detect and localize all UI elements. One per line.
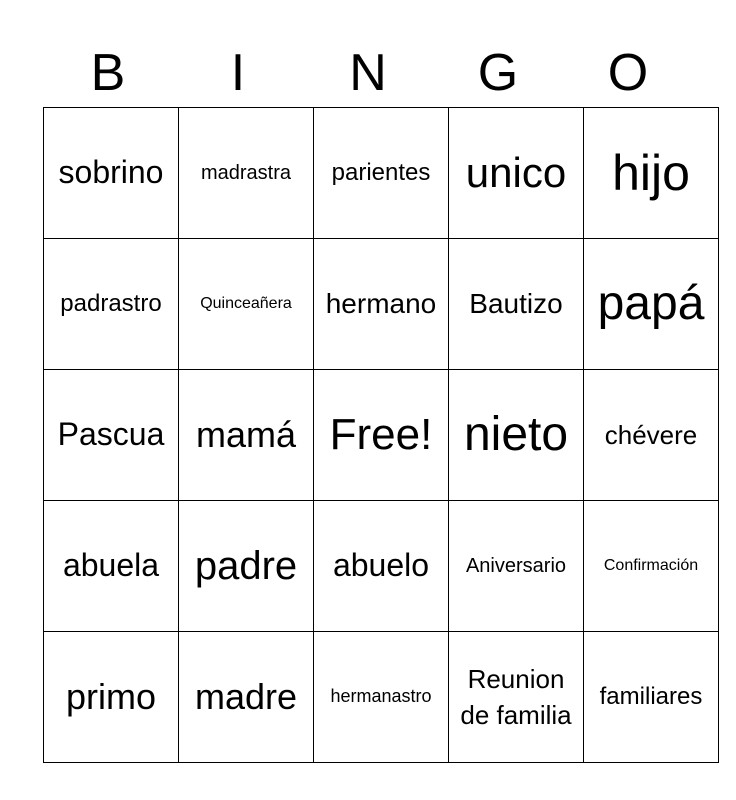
bingo-cell[interactable]: nieto — [449, 370, 584, 501]
bingo-cell[interactable]: madre — [179, 632, 314, 763]
bingo-cell[interactable]: padre — [179, 501, 314, 632]
bingo-cell[interactable]: Confirmación — [584, 501, 719, 632]
bingo-cell[interactable]: hijo — [584, 108, 719, 239]
header-letter-g: G — [477, 44, 519, 102]
board-row — [44, 501, 719, 632]
bingo-cell[interactable]: Aniversario — [449, 501, 584, 632]
board-row — [44, 239, 719, 370]
board-row — [44, 370, 719, 501]
bingo-cell[interactable]: chévere — [584, 370, 719, 501]
bingo-cell[interactable]: sobrino — [44, 108, 179, 239]
bingo-cell[interactable]: abuelo — [314, 501, 449, 632]
bingo-cell[interactable]: Quinceañera — [179, 239, 314, 370]
bingo-cell[interactable]: familiares — [584, 632, 719, 763]
bingo-cell[interactable]: Reunion de familia — [449, 632, 584, 763]
header-letter-n: N — [349, 44, 387, 102]
header-letter-o: O — [607, 44, 649, 102]
bingo-cell[interactable]: hermano — [314, 239, 449, 370]
bingo-cell[interactable]: papá — [584, 239, 719, 370]
header-letter-i: I — [230, 44, 246, 102]
bingo-cell[interactable]: parientes — [314, 108, 449, 239]
bingo-cell[interactable]: primo — [44, 632, 179, 763]
bingo-cell[interactable]: hermanastro — [314, 632, 449, 763]
bingo-cell[interactable]: mamá — [179, 370, 314, 501]
bingo-board — [43, 107, 719, 763]
header-letter-b: B — [90, 44, 126, 102]
bingo-header — [43, 40, 693, 106]
bingo-cell[interactable]: abuela — [44, 501, 179, 632]
bingo-cell[interactable]: unico — [449, 108, 584, 239]
board-row — [44, 108, 719, 239]
free-space-cell[interactable]: Free! — [314, 370, 449, 501]
board-row — [44, 632, 719, 763]
bingo-cell[interactable]: padrastro — [44, 239, 179, 370]
bingo-cell[interactable]: Bautizo — [449, 239, 584, 370]
bingo-cell[interactable]: Pascua — [44, 370, 179, 501]
bingo-cell[interactable]: madrastra — [179, 108, 314, 239]
